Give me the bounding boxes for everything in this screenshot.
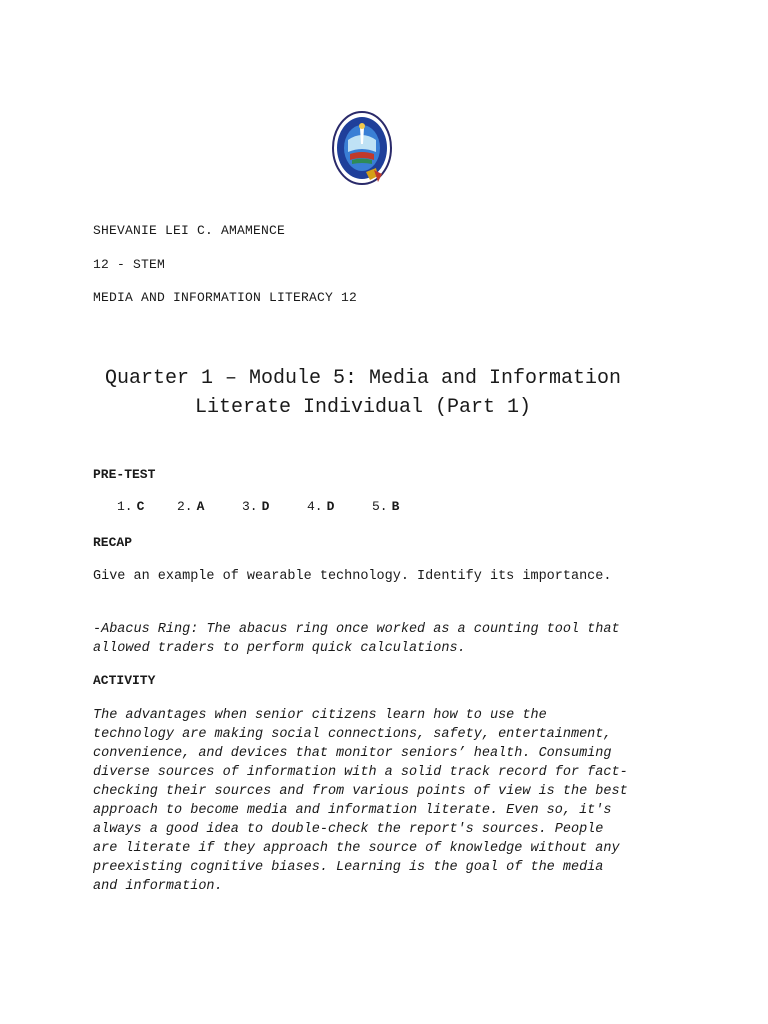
answer-item: 4. D — [307, 499, 335, 514]
activity-text: The advantages when senior citizens learn how to use the technology are making social connections, safety, entertainment, convenience, and devices that monitor seniors’ health. Consuming diverse sources of information with a solid track record for fact-checking their sources and from various points of view is the best approach to become media and information literate. Even so, it's always a good idea to double-check the report's sources. People are literate if they approach the source of knowledge without any preexisting cognitive biases. Learning is the goal of the media and information. — [93, 708, 628, 894]
pretest-answers — [117, 499, 399, 514]
answer-item: 1. C — [117, 499, 145, 514]
subject-name: MEDIA AND INFORMATION LITERACY 12 — [93, 290, 358, 305]
school-seal-logo — [330, 110, 394, 190]
answer-item: 5. B — [372, 499, 400, 514]
grade-section: 12 - STEM — [93, 257, 166, 272]
student-name: SHEVANIE LEI C. AMAMENCE — [93, 223, 286, 238]
answer-item: 3. D — [242, 499, 270, 514]
answer-item: 2. A — [177, 499, 205, 514]
activity-heading: ACTIVITY — [93, 673, 156, 688]
recap-heading: RECAP — [93, 535, 133, 550]
recap-question: Give an example of wearable technology. Identify its importance. — [93, 569, 612, 584]
recap-answer: -Abacus Ring: The abacus ring once worked as a counting tool that allowed traders to perform quick calculations. — [93, 622, 620, 656]
pretest-heading: PRE-TEST — [93, 467, 156, 482]
module-title: Quarter 1 – Module 5: Media and Information Literate Individual (Part 1) — [104, 367, 622, 419]
